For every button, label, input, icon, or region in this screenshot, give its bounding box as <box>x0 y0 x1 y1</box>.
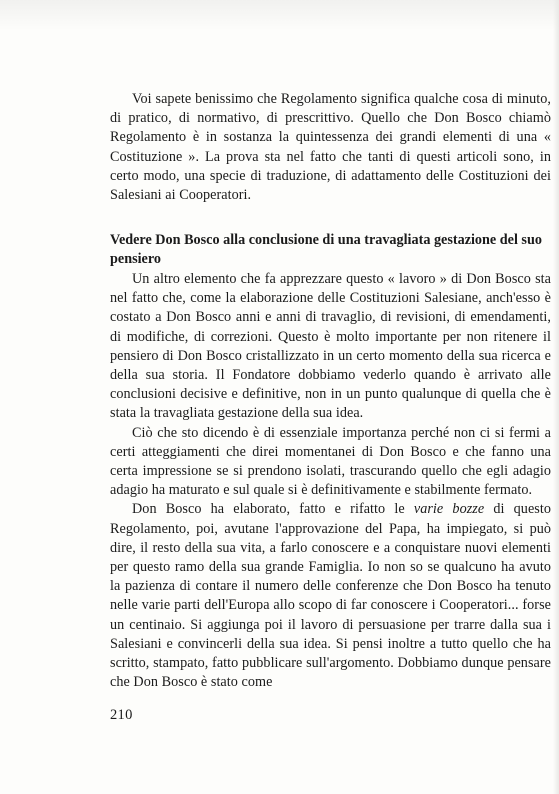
body-paragraph-3 <box>110 500 551 692</box>
body-paragraph-1: Un altro elemento che fa apprezzare questo « lavoro » di Don Bosco sta nel fatto che, come la elaborazione delle Costituzioni Salesiane, anch'esso è costato a Don Bosco anni e anni di travaglio, di revisioni, di emendamenti, di modifiche, di correzioni. Questo è molto importante per non ritenere il pensiero di Don Bosco cristallizzato in un certo momento della sua ricerca e della sua storia. Il Fondatore dobbiamo vederlo quando è arrivato alle conclusioni decisive e definitive, non in un punto qualunque di quella che è stata la travagliata gestazione della sua idea. <box>110 271 551 422</box>
intro-section <box>110 90 551 205</box>
body-paragraph-2: Ciò che sto dicendo è di essenziale importanza perché non ci si fermi a certi atteggiamenti che direi momentanei di Don Bosco e che fanno una certa impressione se si prendono isolati, trascurando quello che egli adagio adagio ha maturato e sul quale si è definitivamente e stabilmente fermato. <box>110 424 551 499</box>
paragraph-3-lead: Don Bosco ha elaborato, fatto e rifatto le <box>132 501 414 518</box>
scan-right-edge <box>553 0 559 794</box>
intro-paragraph: Voi sapete benissimo che Regolamento significa qualche cosa di minuto, di pratico, di normativo, di prescrittivo. Quello che Don Bosco chiamò Regolamento è in sostanza la quintessenza dei grandi elementi di una « Costituzione ». La prova sta nel fatto che tanti di questi articoli sono, in certo modo, una specie di traduzione, di adattamento delle Costituzioni dei Salesiani ai Cooperatori. <box>110 91 551 204</box>
section-heading: Vedere Don Bosco alla conclusione di una travagliata gestazione del suo pensiero <box>110 232 542 268</box>
scan-top-edge <box>0 0 559 30</box>
italic-phrase: varie bozze <box>413 501 485 518</box>
body-section <box>110 270 551 692</box>
page-number: 210 <box>110 707 133 723</box>
paragraph-3-rest: di questo Regolamento, poi, avutane l'approvazione del Papa, ha impiegato, si può dire, il resto della sua vita, a farlo conoscere e a conquistare nuovi elementi per questo ramo della sua grande Famiglia. Io non so se qualcuno ha avuto la pazienza di contare il numero delle conferenze che Don Bosco ha tenuto nelle varie parti dell'Europa allo scopo di far conoscere i Cooperatori... forse un centinaio. Si aggiunga poi il lavoro di persuasione per trarre dalla sua i Salesiani e convincerli della sua idea. Si pensi inoltre a tutto quello che ha scritto, stampato, fatto pubblicare sull'argomento. Dobbiamo dunque pensare che Don Bosco è stato come <box>110 501 551 691</box>
